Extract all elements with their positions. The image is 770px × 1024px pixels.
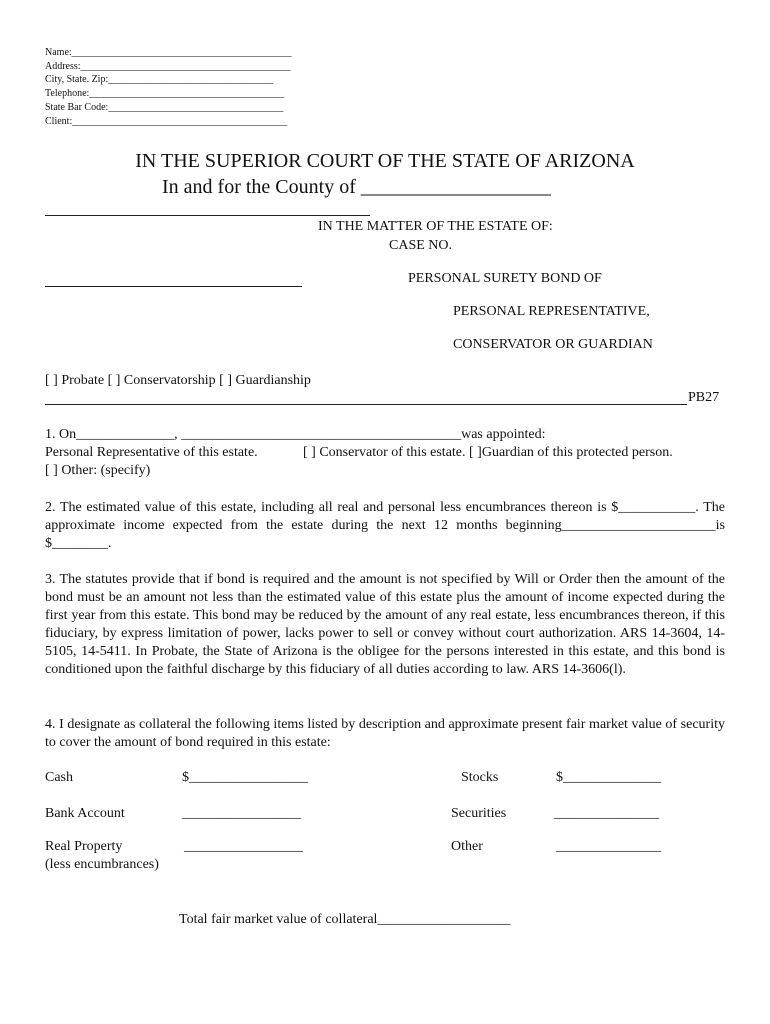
bond-title-line1: PERSONAL SURETY BOND OF (408, 271, 602, 286)
real-property-label: Real Property (45, 839, 123, 854)
bank-account-blank[interactable]: _________________ (182, 806, 301, 821)
name-field: Name:____________________________________________ (45, 47, 292, 58)
cash-blank[interactable]: $_________________ (182, 770, 308, 785)
attorney-info-block (45, 46, 292, 128)
stocks-label: Stocks (461, 770, 499, 785)
client-field: Client:___________________________________________ (45, 115, 288, 127)
section3-paragraph: 3. The statutes provide that if bond is required and the amount is not specified by Will or Order then the amount of the bond must be an amount not less than the estimated value of this estate plus the amount of income expected during the first year from this estate. This bond may be reduced by the amount of any real estate, less encumbrances thereon, if this fiduciary, by express limitation of power, lacks power to sell or convey without court authorization. ARS 14-3604, 14-5105, 14-5411. In Probate, the State of Arizona is the obligee for the persons interested in this estate, and this bond is conditioned upon the faithful discharge by this fiduciary of all duties according to law. ARS 14-3606(l). (45, 572, 725, 677)
bond-title-line3: CONSERVATOR OR GUARDIAN (453, 337, 653, 352)
bank-account-label: Bank Account (45, 806, 125, 821)
section1-line1: 1. On______________, ________________________________________was appointed: (45, 427, 546, 442)
securities-blank[interactable]: _______________ (554, 806, 659, 821)
section4-paragraph: 4. I designate as collateral the following items listed by description and approximate present fair market value of security to cover the amount of bond required in this estate: (45, 717, 725, 750)
telephone-field: Telephone:_______________________________________ (45, 88, 285, 100)
address-field: Address:__________________________________________ (45, 60, 291, 72)
stocks-blank[interactable]: $______________ (556, 770, 661, 785)
county-line: In and for the County of ___________________ (162, 176, 551, 198)
caption-divider-top (45, 215, 370, 216)
other-label: Other (451, 839, 483, 854)
city-state-zip-field: City, State. Zip:_________________________________ (45, 74, 274, 86)
form-code: PB27 (688, 390, 720, 405)
bond-title-line2: PERSONAL REPRESENTATIVE, (453, 304, 650, 319)
total-collateral-line[interactable]: Total fair market value of collateral___________________ (179, 912, 511, 927)
court-title: IN THE SUPERIOR COURT OF THE STATE OF ARIZONA (135, 150, 635, 172)
other-blank[interactable]: _______________ (556, 839, 661, 854)
state-bar-code-field: State Bar Code:___________________________________ (45, 101, 284, 113)
case-number-label: CASE NO. (389, 238, 453, 253)
form-code-rule (45, 404, 687, 405)
caption-divider-bottom (45, 286, 302, 287)
real-property-sublabel: (less encumbrances) (45, 857, 159, 872)
section1-personal-rep: Personal Representative of this estate. (45, 445, 258, 460)
securities-label: Securities (451, 806, 507, 821)
real-property-blank[interactable]: _________________ (184, 839, 303, 854)
cash-label: Cash (45, 770, 73, 785)
section2-paragraph: 2. The estimated value of this estate, including all real and personal less encumbrances thereon is $___________. The approximate income expected from the estate during the next 12 months beginning______________________is $________. (45, 500, 725, 551)
section1-conservator-guardian: [ ] Conservator of this estate. [ ]Guardian of this protected person. (303, 445, 673, 460)
case-type-checkboxes[interactable]: [ ] Probate [ ] Conservatorship [ ] Guardianship (45, 373, 311, 388)
estate-of-label: IN THE MATTER OF THE ESTATE OF: (318, 219, 553, 234)
section1-other: [ ] Other: (specify) (45, 463, 151, 478)
